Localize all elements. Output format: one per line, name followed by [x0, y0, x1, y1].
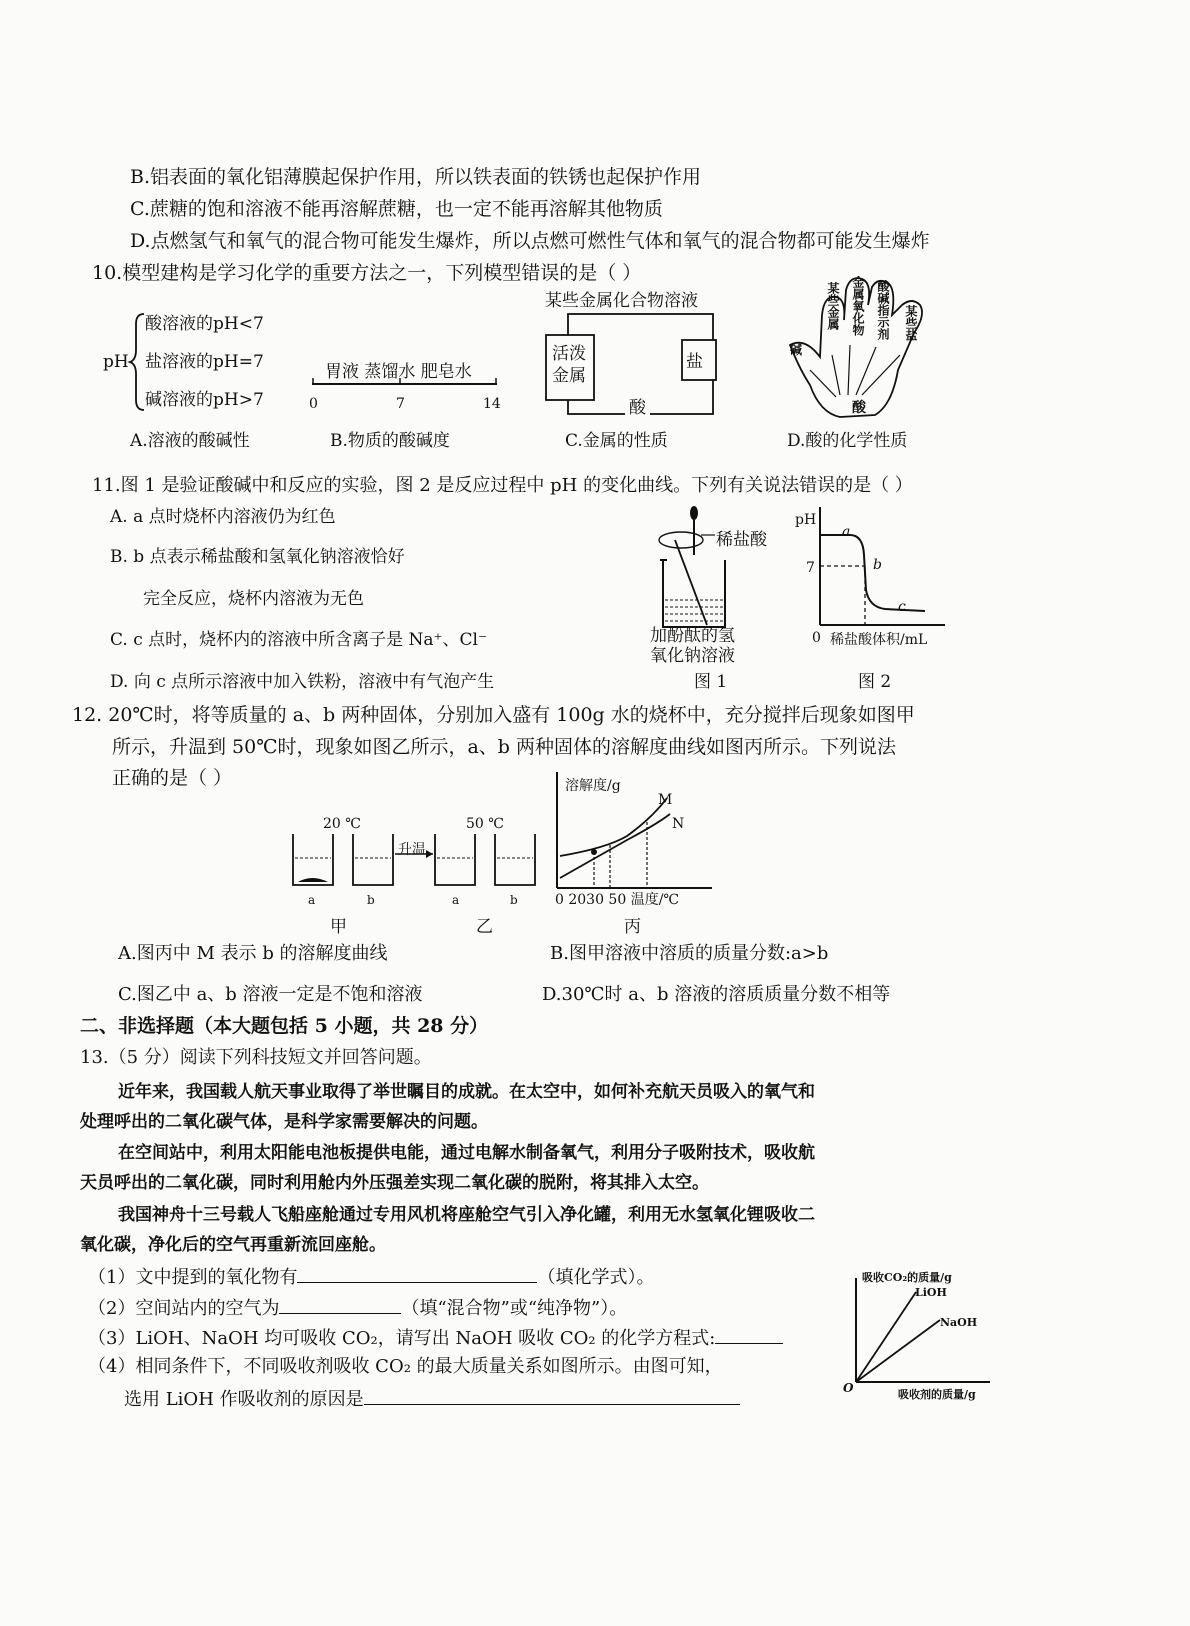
q13-stem: 13.（5 分）阅读下列科技短文并回答问题。 [80, 1047, 432, 1068]
curve-n-label: N [672, 816, 685, 832]
beaker-b-2: b [510, 893, 518, 907]
fig2-x-label: 稀盐酸体积/mL [830, 632, 928, 648]
q13-sub-1-text: （1）文中提到的氧化物有 [88, 1267, 298, 1288]
finger-2: 金属氧化物 [851, 276, 865, 336]
label-20c: 20 ℃ [323, 816, 361, 832]
beaker-dropper-icon [645, 505, 745, 635]
tick-7: 7 [396, 396, 405, 412]
q13-sub-2-text: （2）空间站内的空气为 [88, 1298, 280, 1319]
model-c-right: 盐 [686, 352, 703, 372]
fig-yi: 乙 [476, 917, 493, 937]
fig1-caption-1: 加酚酞的氢 [650, 626, 735, 646]
palm-label: 酸 [852, 400, 866, 416]
q12-stem-2: 所示，升温到 50℃时，现象如图乙所示，a、b 两种固体的溶解度曲线如图丙所示。下列说法 [112, 736, 897, 758]
fig1-name: 图 1 [694, 672, 728, 692]
beaker-a-1: a [308, 893, 316, 907]
tick-14: 14 [483, 396, 501, 412]
q13-para-1a: 近年来，我国载人航天事业取得了举世瞩目的成就。在太空中，如何补充航天员吸入的氧气和 [118, 1082, 815, 1102]
curve-m-label: M [658, 792, 673, 808]
q10-option-a: A.溶液的酸碱性 [130, 431, 250, 451]
fig-jia: 甲 [330, 917, 347, 937]
q13-sub-1-hint: （填化学式）。 [537, 1267, 655, 1288]
q12-option-b: B.图甲溶液中溶质的质量分数:a>b [550, 943, 829, 964]
acid-ph: 酸溶液的pH<7 [145, 314, 264, 334]
q13-sub-3-text: （3）LiOH、NaOH 均可吸收 CO₂，请写出 NaOH 吸收 CO₂ 的化学方程式: [88, 1328, 716, 1349]
q13-para-3a: 我国神舟十三号载人飞船座舱通过专用风机将座舱空气引入净化罐，利用无水氢氧化锂吸收二 [118, 1205, 815, 1225]
q10-stem: 10.模型建构是学习化学的重要方法之一，下列模型错误的是（ ） [92, 262, 642, 284]
fig1-acid-label: 稀盐酸 [716, 530, 767, 550]
graph-lioh-label: LiOH [915, 1286, 947, 1299]
answer-blank-2[interactable] [279, 1295, 401, 1314]
fig2-y-label: pH [795, 512, 817, 528]
q13-sub-4a: （4）相同条件下，不同吸收剂吸收 CO₂ 的最大质量关系如图所示。由图可知， [88, 1356, 723, 1377]
solubility-x-ticks: 0 2030 50 温度/℃ [555, 892, 680, 908]
q13-para-2b: 天员呼出的二氧化碳，同时利用舱内外压强差实现二氧化碳的脱附，将其排入太空。 [80, 1173, 709, 1193]
q11-option-c: C. c 点时，烧杯内的溶液中所含离子是 Na⁺、Cl⁻ [110, 630, 487, 650]
finger-3: 酸碱指示剂 [876, 280, 890, 340]
q12-stem-1: 12. 20℃时，将等质量的 a、b 两种固体，分别加入盛有 100g 水的烧杯中，充分搅拌后现象如图甲 [72, 704, 915, 726]
graph-naoh-label: NaOH [940, 1316, 978, 1329]
model-c-left-2: 金属 [552, 366, 586, 386]
tick-0: 0 [309, 396, 318, 412]
fig2-point-a: a [842, 524, 851, 540]
ph-scale-line [312, 378, 502, 392]
thumb-label: 碱 [790, 343, 803, 357]
q9-option-d: D.点燃氢气和氧气的混合物可能发生爆炸，所以点燃可燃性气体和氧气的混合物都可能发生爆炸 [130, 230, 930, 252]
graph-y-label: 吸收CO₂的质量/g [862, 1271, 952, 1284]
q11-option-d: D. 向 c 点所示溶液中加入铁粉，溶液中有气泡产生 [110, 672, 495, 692]
q13-sub-4-text: 选用 LiOH 作吸收剂的原因是 [124, 1389, 364, 1410]
heat-arrow-label: 升温 [398, 842, 426, 858]
graph-x-label: 吸收剂的质量/g [898, 1388, 976, 1401]
q13-sub-2-hint: （填“混合物”或“纯净物”）。 [401, 1298, 628, 1319]
salt-ph: 盐溶液的pH=7 [145, 352, 264, 372]
fig2-name: 图 2 [858, 672, 892, 692]
q9-option-b: B.铝表面的氧化铝薄膜起保护作用，所以铁表面的铁锈也起保护作用 [130, 166, 702, 188]
fig1-caption-2: 氧化钠溶液 [650, 646, 735, 666]
section-2-heading: 二、非选择题（本大题包括 5 小题，共 28 分） [80, 1015, 489, 1037]
model-c-bottom: 酸 [625, 396, 650, 420]
answer-blank-1[interactable] [297, 1264, 537, 1283]
q13-sub-3 [88, 1325, 783, 1351]
base-ph: 碱溶液的pH>7 [145, 390, 264, 410]
q12-option-a: A.图丙中 M 表示 b 的溶解度曲线 [118, 943, 388, 964]
finger-4: 某些盐 [904, 305, 918, 341]
q12-option-d: D.30℃时 a、b 溶液的溶质质量分数不相等 [542, 984, 891, 1005]
ph-curve [805, 505, 965, 635]
fig-bing: 丙 [624, 917, 641, 937]
q11-option-b-1: B. b 点表示稀盐酸和氢氧化钠溶液恰好 [110, 547, 405, 567]
q11-option-a: A. a 点时烧杯内溶液仍为红色 [110, 507, 336, 527]
q12-option-c: C.图乙中 a、b 溶液一定是不饱和溶液 [118, 984, 423, 1005]
q13-sub-1 [88, 1264, 654, 1290]
q11-stem: 11.图 1 是验证酸碱中和反应的实验，图 2 是反应过程中 pH 的变化曲线。下列有关说法错误的是（ ） [92, 475, 913, 496]
model-c-top: 某些金属化合物溶液 [545, 291, 698, 311]
q11-option-b-2: 完全反应，烧杯内溶液为无色 [143, 589, 364, 609]
q12-stem-3: 正确的是（ ） [112, 767, 233, 789]
q10-option-b: B.物质的酸碱度 [330, 431, 450, 451]
label-50c: 50 ℃ [466, 816, 504, 832]
q13-sub-2 [88, 1295, 627, 1321]
q9-option-c: C.蔗糖的饱和溶液不能再溶解蔗糖，也一定不能再溶解其他物质 [130, 198, 663, 220]
answer-blank-3[interactable] [715, 1325, 783, 1344]
fig2-point-c: c [898, 599, 906, 615]
q10-option-c: C.金属的性质 [565, 431, 668, 451]
q13-sub-4 [124, 1386, 740, 1412]
q13-para-1b: 处理呼出的二氧化碳气体，是科学家需要解决的问题。 [80, 1112, 488, 1132]
q13-para-2a: 在空间站中，利用太阳能电池板提供电能，通过电解水制备氧气，利用分子吸附技术，吸收航 [118, 1143, 815, 1163]
answer-blank-4[interactable] [364, 1386, 740, 1405]
ph-label: pH [103, 352, 129, 372]
fig2-tick-7: 7 [806, 560, 815, 576]
beaker-a-2: a [452, 893, 460, 907]
finger-1: 某些金属 [826, 282, 840, 330]
solubility-y-label: 溶解度/g [565, 778, 621, 794]
q13-para-3b: 氧化碳，净化后的空气再重新流回座舱。 [80, 1235, 386, 1255]
q10-option-d: D.酸的化学性质 [787, 431, 908, 451]
fig2-point-b: b [873, 557, 882, 573]
graph-origin: O [843, 1381, 854, 1395]
ph-scale-labels: 胃液 蒸馏水 肥皂水 [325, 362, 472, 382]
model-c-left-1: 活泼 [552, 344, 586, 364]
fig2-origin: 0 [812, 630, 821, 646]
beaker-b-1: b [367, 893, 375, 907]
